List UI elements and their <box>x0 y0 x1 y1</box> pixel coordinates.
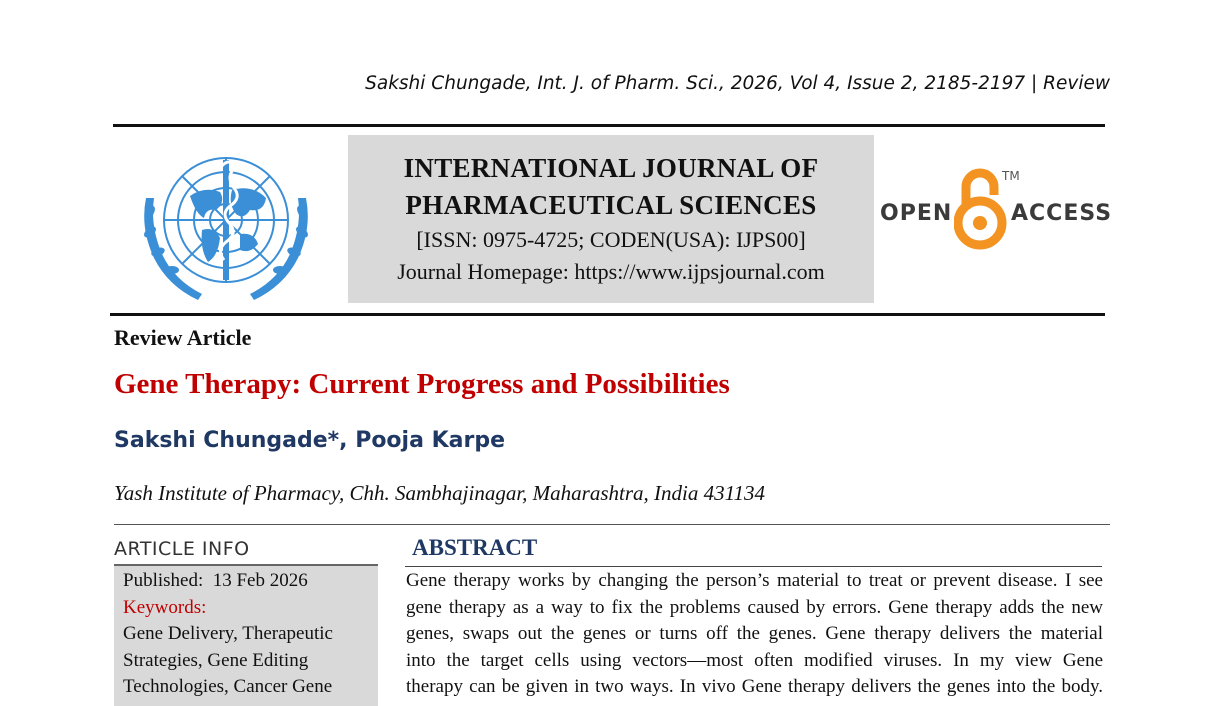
keywords-label: Keywords: <box>123 596 207 618</box>
open-access-word-access: ACCESS <box>1011 201 1113 226</box>
section-divider <box>114 524 1110 525</box>
published-date: 13 Feb 2026 <box>212 570 308 591</box>
keyword-line: Gene Delivery, Therapeutic <box>123 623 333 644</box>
abstract-line: gene therapy as a way to fix the problems caused by errors. Gene therapy adds the new <box>406 596 1103 618</box>
journal-name <box>348 150 874 224</box>
published-line <box>123 568 369 595</box>
keyword-line: Strategies, Gene Editing <box>123 649 309 671</box>
emblem-logo-icon <box>128 138 324 304</box>
citation-header: Sakshi Chungade, Int. J. of Pharm. Sci., 2026, Vol 4, Issue 2, 2185-2197 | Review <box>365 73 1110 94</box>
published-label: Published: <box>123 570 204 591</box>
article-title: Gene Therapy: Current Progress and Possibilities <box>114 368 730 400</box>
abstract-line: Gene therapy works by changing the person’s material to treat or prevent disease. I see <box>406 570 1103 591</box>
masthead-bottom-rule <box>110 313 1105 316</box>
top-rule <box>113 124 1105 127</box>
abstract-body <box>406 568 1103 701</box>
journal-name-line1: INTERNATIONAL JOURNAL OF <box>403 153 819 183</box>
article-info-panel <box>114 566 378 706</box>
issn-line: [ISSN: 0975-4725; CODEN(USA): IJPS00] <box>416 227 806 252</box>
journal-homepage-link[interactable]: Journal Homepage: https://www.ijpsjournal.com <box>397 259 825 284</box>
keyword-line: Technologies, Cancer Gene <box>123 676 333 697</box>
article-authors: Sakshi Chungade*, Pooja Karpe <box>114 428 506 453</box>
article-type: Review Article <box>114 325 252 350</box>
abstract-rule <box>405 566 1102 567</box>
article-info-heading: ARTICLE INFO <box>114 538 250 560</box>
journal-masthead <box>348 135 874 303</box>
open-access-word-open: OPEN <box>880 201 953 226</box>
trademark-symbol: TM <box>1002 169 1020 183</box>
abstract-heading: ABSTRACT <box>412 535 538 560</box>
abstract-line: into the target cells using vectors—most often modified viruses. In my view Gene <box>406 649 1103 671</box>
abstract-line: therapy can be given in two ways. In vivo Gene therapy delivers the genes into the body. <box>406 676 1103 698</box>
abstract-line: genes, swaps out the genes or turns off the genes. Gene therapy delivers the material <box>406 623 1103 645</box>
open-access-logo <box>880 165 1113 255</box>
journal-name-line2: PHARMACEUTICAL SCIENCES <box>405 190 817 220</box>
author-affiliation: Yash Institute of Pharmacy, Chh. Sambhajinagar, Maharashtra, India 431134 <box>114 481 766 505</box>
